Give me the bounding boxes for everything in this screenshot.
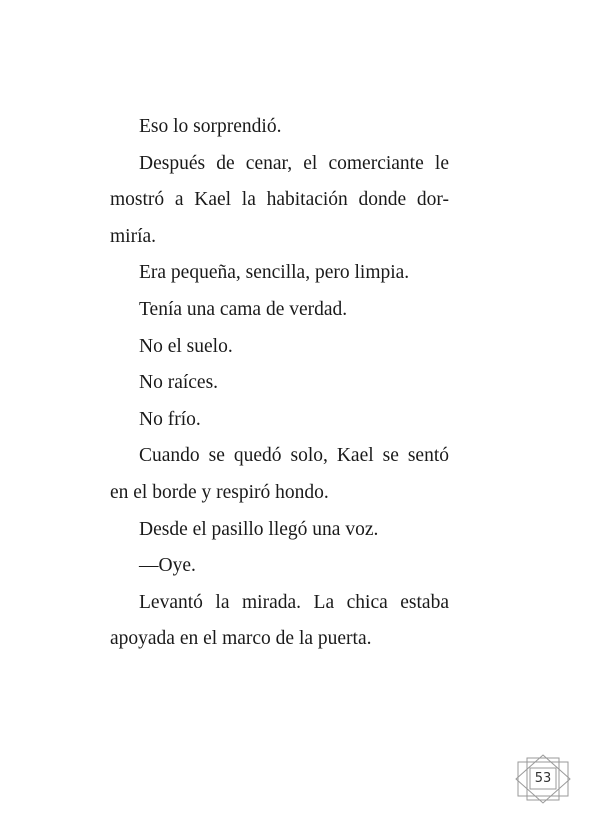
paragraph-line: mostró a Kael la habitación donde dor- [110, 189, 449, 211]
body-text [110, 109, 449, 658]
paragraph-line: Eso lo sorprendió. [139, 116, 282, 137]
page-number-ornament [514, 754, 572, 804]
paragraph-line: No raíces. [139, 372, 219, 394]
paragraph-line: —Oye. [139, 555, 196, 577]
paragraph-line: Después de cenar, el comerciante le [139, 152, 449, 174]
paragraph-line: miría. [110, 225, 157, 247]
paragraph-line: apoyada en el marco de la puerta. [110, 628, 372, 650]
paragraph-line: en el borde y respiró hondo. [110, 481, 329, 503]
paragraph-line: Desde el pasillo llegó una voz. [139, 518, 379, 540]
paragraph-line: Levantó la mirada. La chica estaba [139, 591, 449, 613]
paragraph-line: No el suelo. [139, 335, 233, 357]
paragraph-line: Era pequeña, sencilla, pero limpia. [139, 262, 410, 284]
page-number: 53 [534, 771, 552, 786]
paragraph-line: Tenía una cama de verdad. [139, 298, 348, 320]
paragraph-line: Cuando se quedó solo, Kael se sentó [139, 445, 449, 467]
paragraph-line: No frío. [139, 408, 201, 430]
